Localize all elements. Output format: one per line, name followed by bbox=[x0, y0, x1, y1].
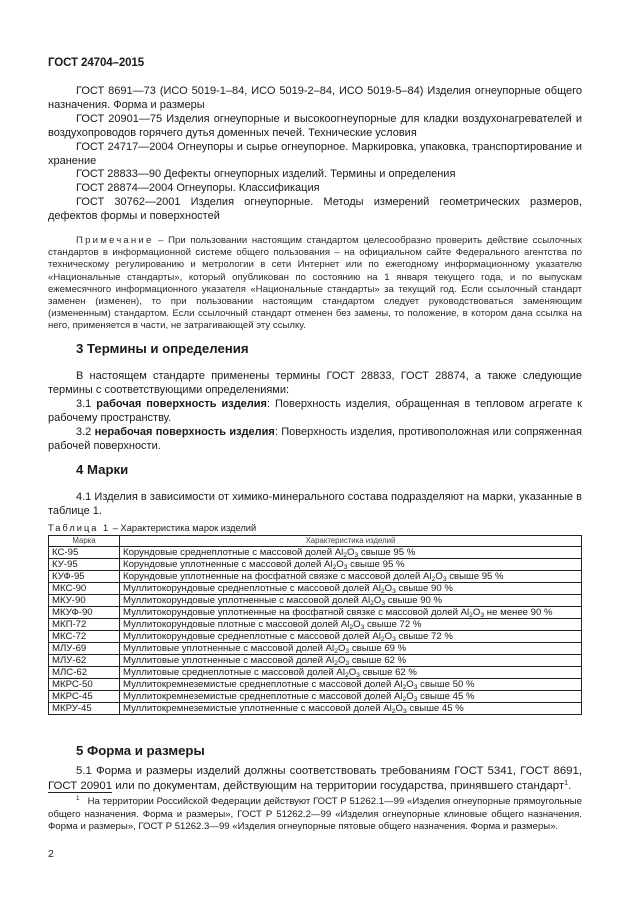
table-row bbox=[49, 607, 582, 619]
al2o3-formula: $_2O_3$ bbox=[343, 547, 359, 559]
characteristic-cell: Муллитокорундовые среднеплотные с массовой долей $Al_2O_3$ свыше 90 % bbox=[120, 583, 582, 595]
section-4-heading: 4 Марки bbox=[76, 462, 129, 477]
running-header: ГОСТ 24704–2015 bbox=[48, 57, 145, 69]
footnote-text: На территории Российской Федерации действуют ГОСТ Р 51262.1—99 «Изделия огнеупорные прямоугольные общего назначения. Форма и размеры», ГОСТ Р 51262.2—99 «Изделия огнеупорные клиновые общего назначения. Форма и размеры», ГОСТ Р 51262.3—99 «Изделия огнеупорные пятовые общего назначения. Форма и размеры». bbox=[48, 796, 582, 833]
al2o3-formula: $_2O_3$ bbox=[370, 595, 386, 607]
characteristic-cell: Муллитокремнеземистые среднеплотные с массовой долей $Al_2O_3$ свыше 50 % bbox=[120, 679, 582, 691]
reference-item: ГОСТ 30762—2001 Изделия огнеупорные. Методы измерений геометрических размеров, дефектов формы и поверхностей bbox=[48, 196, 582, 223]
footnote-mark: 1 bbox=[76, 795, 80, 802]
characteristic-cell: Корундовые среднеплотные с массовой долей $Al_2O_3$ свыше 95 % bbox=[120, 547, 582, 559]
table-row bbox=[49, 583, 582, 595]
al2o3-formula: $_2O_3$ bbox=[349, 619, 365, 631]
reference-item: ГОСТ 20901—75 Изделия огнеупорные и высокоогнеупорные для кладки воздухонагревателей и воздухопроводов горячего дутья доменных печей. Технические условия bbox=[48, 112, 582, 139]
al2o3-formula: $_2O_3$ bbox=[380, 583, 396, 595]
al2o3-formula: $_2O_3$ bbox=[402, 679, 418, 691]
mark-cell: КУФ-95 bbox=[49, 571, 120, 583]
table-row bbox=[49, 691, 582, 703]
mark-cell: МКУ-90 bbox=[49, 595, 120, 607]
page-number: 2 bbox=[48, 848, 54, 860]
characteristic-cell: Муллитовые уплотненные с массовой долей $Al_2O_3$ свыше 69 % bbox=[120, 643, 582, 655]
mark-cell: МКС-90 bbox=[49, 583, 120, 595]
characteristic-cell: Муллитовые среднеплотные с массовой долей $Al_2O_3$ свыше 62 % bbox=[120, 667, 582, 679]
al2o3-formula: $_2O_3$ bbox=[469, 607, 485, 619]
al2o3-formula: $_2O_3$ bbox=[332, 559, 348, 571]
mark-cell: МКРС-50 bbox=[49, 679, 120, 691]
mark-cell: МЛУ-62 bbox=[49, 655, 120, 667]
section-3-body bbox=[48, 370, 582, 453]
table-row bbox=[49, 619, 582, 631]
characteristic-cell: Муллитокремнеземистые среднеплотные с массовой долей $Al_2O_3$ свыше 45 % bbox=[120, 691, 582, 703]
table-row bbox=[49, 655, 582, 667]
reference-item: ГОСТ 24717—2004 Огнеупоры и сырье огнеупорное. Маркировка, упаковка, транспортирование и хранение bbox=[48, 140, 582, 167]
characteristic-cell: Корундовые уплотненные с массовой долей $Al_2O_3$ свыше 95 % bbox=[120, 559, 582, 571]
table-caption: Таблица 1 – Характеристика марок изделий bbox=[48, 523, 257, 533]
table-row bbox=[49, 559, 582, 571]
mark-cell: МКРУ-45 bbox=[49, 703, 120, 715]
section-5-heading: 5 Форма и размеры bbox=[76, 743, 205, 758]
characteristic-cell: Муллитокорундовые плотные с массовой долей $Al_2O_3$ свыше 72 % bbox=[120, 619, 582, 631]
characteristic-cell: Муллитовые уплотненные с массовой долей $Al_2O_3$ свыше 62 % bbox=[120, 655, 582, 667]
mark-cell: МКРС-45 bbox=[49, 691, 120, 703]
table-row bbox=[49, 571, 582, 583]
mark-cell: КУ-95 bbox=[49, 559, 120, 571]
term-name: рабочая поверхность изделия bbox=[96, 397, 267, 410]
note-block bbox=[48, 235, 582, 333]
mark-cell: МКУФ-90 bbox=[49, 607, 120, 619]
section-4-body bbox=[48, 491, 582, 519]
reference-item: ГОСТ 8691—73 (ИСО 5019-1–84, ИСО 5019-2–84, ИСО 5019-5–84) Изделия огнеупорные общего назначения. Форма и размеры bbox=[48, 85, 583, 111]
table-row bbox=[49, 547, 582, 559]
mark-cell: КС-95 bbox=[49, 547, 120, 559]
term-3-1: 3.1 рабочая поверхность изделия: Поверхность изделия, обращенная в тепловом агрегате к рабочему пространству. bbox=[48, 397, 582, 424]
section-4-para: 4.1 Изделия в зависимости от химико-минерального состава подразделяют на марки, указанные в таблице 1. bbox=[48, 491, 582, 517]
mark-cell: МЛС-62 bbox=[49, 667, 120, 679]
section-3-heading: 3 Термины и определения bbox=[76, 341, 249, 356]
term-3-2: 3.2 нерабочая поверхность изделия: Поверхность изделия, противоположная или сопряженная рабочей поверхности. bbox=[48, 425, 583, 452]
reference-item: ГОСТ 28874—2004 Огнеупоры. Классификация bbox=[76, 182, 320, 195]
table-row bbox=[49, 667, 582, 679]
al2o3-formula: $_2O_3$ bbox=[334, 655, 350, 667]
characteristic-cell: Муллитокорундовые уплотненные на фосфатной связке с массовой долей $Al_2O_3$ не менее 90 % bbox=[120, 607, 582, 619]
section-3-intro: В настоящем стандарте применены термины ГОСТ 28833, ГОСТ 28874, а также следующие термины с соответствующими определениями: bbox=[48, 370, 582, 396]
characteristic-cell: Корундовые уплотненные на фосфатной связке с массовой долей $Al_2O_3$ свыше 95 % bbox=[120, 571, 582, 583]
mark-cell: МЛУ-69 bbox=[49, 643, 120, 655]
table-row bbox=[49, 631, 582, 643]
al2o3-formula: $_2O_3$ bbox=[431, 571, 447, 583]
al2o3-formula: $_2O_3$ bbox=[334, 643, 350, 655]
al2o3-formula: $_2O_3$ bbox=[344, 667, 360, 679]
characteristic-cell: Муллитокорундовые среднеплотные с массовой долей $Al_2O_3$ свыше 72 % bbox=[120, 631, 582, 643]
al2o3-formula: $_2O_3$ bbox=[391, 703, 407, 715]
footnote bbox=[48, 796, 582, 834]
table-row bbox=[49, 703, 582, 715]
section-5-body bbox=[48, 764, 582, 794]
table-row bbox=[49, 595, 582, 607]
section-5-para: 5.1 Форма и размеры изделий должны соответствовать требованиям ГОСТ 5341, ГОСТ 8691, ГОСТ 20901 или по документам, действующим на территории государства, принявшего стандарт$^1$. bbox=[48, 765, 582, 792]
characteristic-cell: Муллитокремнеземистые уплотненные с массовой долей $Al_2O_3$ свыше 45 % bbox=[120, 703, 582, 715]
characteristic-cell: Муллитокорундовые уплотненные с массовой долей $Al_2O_3$ свыше 90 % bbox=[120, 595, 582, 607]
footnote-separator bbox=[48, 792, 112, 793]
normative-references-list bbox=[48, 85, 582, 224]
footnote-ref[interactable]: 1 bbox=[564, 778, 569, 787]
term-name: нерабочая поверхность изделия bbox=[94, 425, 275, 438]
table-row bbox=[49, 643, 582, 655]
al2o3-formula: $_2O_3$ bbox=[380, 631, 396, 643]
reference-item: ГОСТ 28833—90 Дефекты огнеупорных изделий. Термины и определения bbox=[76, 168, 456, 181]
table-row bbox=[49, 679, 582, 691]
mark-cell: МКС-72 bbox=[49, 631, 120, 643]
note-label: Примечание bbox=[76, 235, 154, 246]
note-text: – При пользовании настоящим стандартом целесообразно проверить действие ссылочных стандартов в информационной системе общего пользования – на официальном сайте Федерального агентства по техническому регулированию и метрологии в сети Интернет или по ежегодному информационному указателю «Национальные стандарты», который опубликован по состоянию на 1 января текущего года, и по выпускам ежемесячного информационного указателя «Национальные стандарты» за текущий год. Если ссылочный стандарт заменен (изменен), то при пользовании настоящим стандартом следует руководствоваться заменяющим (измененным) стандартом. Если ссылочный стандарт отменен без замены, то положение, в котором дана ссылка на него, применяется в части, не затрагивающей эту ссылку. bbox=[48, 235, 582, 332]
column-header-characteristic: Характеристика изделий bbox=[120, 536, 582, 547]
column-header-mark: Марка bbox=[49, 536, 120, 547]
mark-cell: МКП-72 bbox=[49, 619, 120, 631]
marks-table bbox=[48, 535, 582, 715]
al2o3-formula: $_2O_3$ bbox=[402, 691, 418, 703]
